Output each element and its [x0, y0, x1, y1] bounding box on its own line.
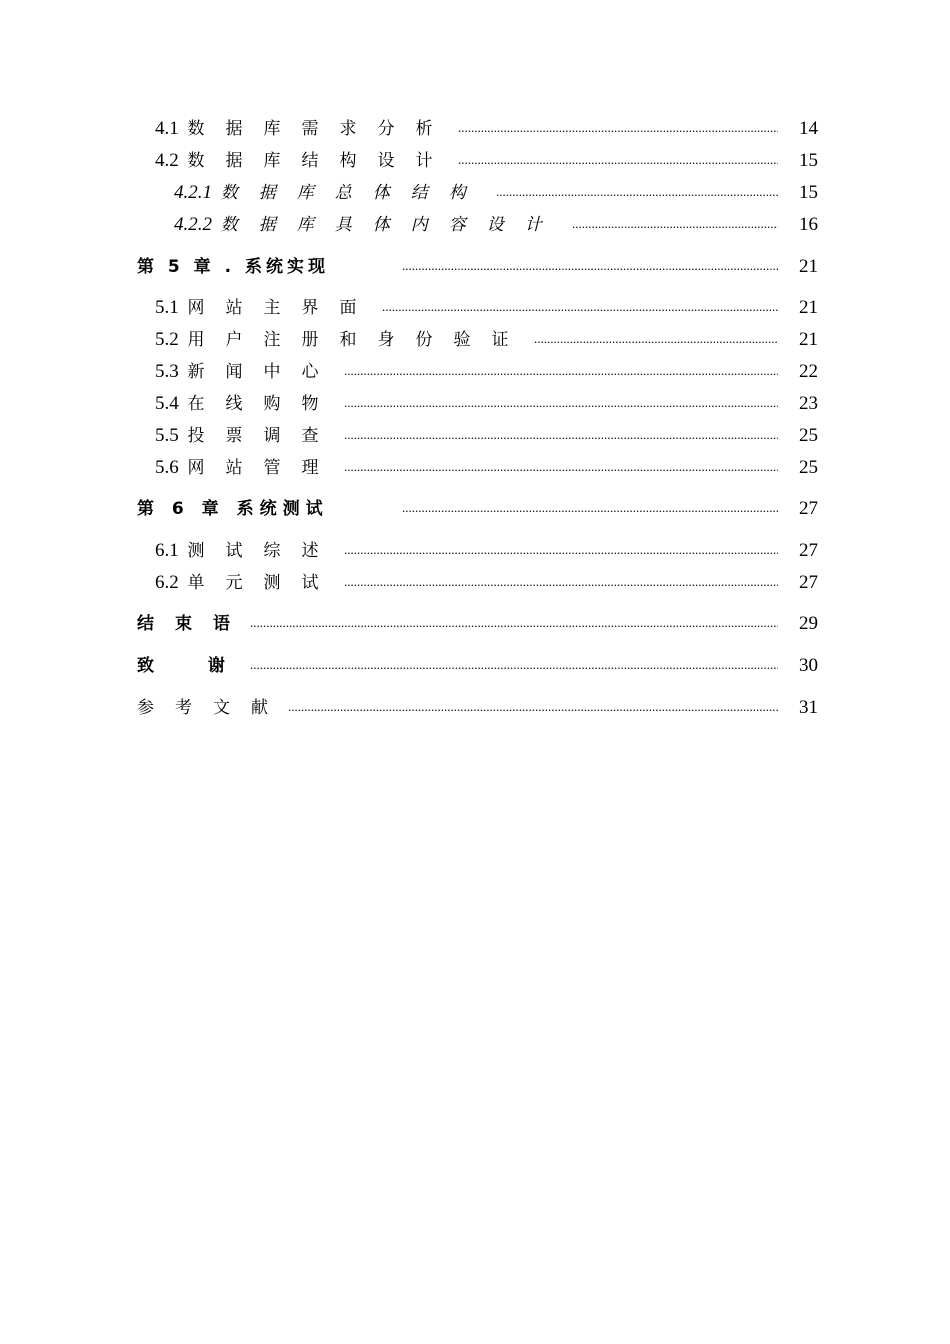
toc-dot-leader [402, 493, 778, 525]
toc-entry-number: 4.2.1 [174, 182, 212, 203]
toc-entry-page: 27 [799, 572, 818, 593]
toc-entry-number: 4.2 [155, 150, 179, 171]
toc-entry-number: 4.2.2 [174, 214, 212, 235]
toc-entry-page: 15 [799, 150, 818, 171]
toc-dot-leader [344, 388, 778, 420]
toc-entry-page: 31 [799, 697, 818, 718]
toc-chapter-title: 第 6 章 系统测试 [137, 499, 329, 519]
toc-entry-title: 网站管理 [187, 458, 340, 478]
toc-entry-number: 6.2 [155, 572, 179, 593]
toc-entry-6-2[interactable] [0, 567, 950, 599]
toc-entry-title: 数据库需求分析 [187, 119, 454, 139]
toc-chapter-title: 第 5 章 . 系统实现 [137, 257, 329, 277]
toc-dot-leader [402, 251, 778, 283]
toc-entry-title: 数据库结构设计 [187, 151, 454, 171]
toc-entry-title: 在线购物 [187, 394, 340, 414]
toc-entry-page: 15 [799, 182, 818, 203]
toc-chapter-6[interactable] [0, 493, 950, 525]
toc-entry-page: 16 [799, 214, 818, 235]
toc-entry-page: 30 [799, 655, 818, 676]
toc-entry-page: 29 [799, 613, 818, 634]
toc-dot-leader [250, 650, 778, 682]
toc-entry-4-2[interactable] [0, 145, 950, 177]
toc-entry-page: 14 [799, 118, 818, 139]
toc-entry-title: 用户注册和身份验证 [187, 330, 530, 350]
toc-dot-leader [382, 292, 778, 324]
toc-dot-leader [250, 608, 778, 640]
toc-entry-page: 25 [799, 457, 818, 478]
toc-entry-5-5[interactable] [0, 420, 950, 452]
toc-entry-title: 投票调查 [187, 426, 340, 446]
toc-conclusion[interactable] [0, 608, 950, 640]
toc-entry-page: 27 [799, 540, 818, 561]
toc-entry-5-2[interactable] [0, 324, 950, 356]
toc-entry-page: 25 [799, 425, 818, 446]
toc-dot-leader [572, 209, 778, 241]
toc-chapter-title: 参考文献 [137, 698, 289, 718]
toc-acknowledgements[interactable] [0, 650, 950, 682]
toc-dot-leader [496, 177, 778, 209]
toc-entry-page: 21 [799, 256, 818, 277]
toc-references[interactable] [0, 692, 950, 724]
toc-entry-5-4[interactable] [0, 388, 950, 420]
toc-chapter-title: 致 谢 [137, 656, 249, 676]
toc-entry-5-6[interactable] [0, 452, 950, 484]
toc-entry-5-1[interactable] [0, 292, 950, 324]
toc-entry-page: 21 [799, 329, 818, 350]
toc-dot-leader [534, 324, 778, 356]
toc-entry-page: 27 [799, 498, 818, 519]
toc-entry-4-2-2[interactable] [0, 209, 950, 241]
toc-entry-page: 21 [799, 297, 818, 318]
toc-entry-number: 5.5 [155, 425, 179, 446]
toc-dot-leader [458, 113, 778, 145]
toc-entry-4-1[interactable] [0, 113, 950, 145]
toc-entry-title: 单元测试 [187, 573, 340, 593]
toc-entry-number: 5.2 [155, 329, 179, 350]
toc-chapter-5[interactable] [0, 251, 950, 283]
toc-dot-leader [344, 535, 778, 567]
toc-entry-number: 6.1 [155, 540, 179, 561]
toc-entry-number: 5.6 [155, 457, 179, 478]
toc-entry-5-3[interactable] [0, 356, 950, 388]
toc-dot-leader [344, 420, 778, 452]
toc-dot-leader [344, 452, 778, 484]
toc-entry-title: 网站主界面 [187, 298, 378, 318]
toc-dot-leader [458, 145, 778, 177]
toc-entry-title: 新闻中心 [187, 362, 340, 382]
toc-entry-6-1[interactable] [0, 535, 950, 567]
toc-entry-number: 5.4 [155, 393, 179, 414]
toc-entry-4-2-1[interactable] [0, 177, 950, 209]
toc-entry-number: 5.3 [155, 361, 179, 382]
toc-dot-leader [344, 356, 778, 388]
toc-entry-number: 4.1 [155, 118, 179, 139]
toc-entry-title: 数据库具体内容设计 [220, 215, 563, 235]
toc-entry-page: 23 [799, 393, 818, 414]
toc-dot-leader [288, 692, 778, 724]
toc-dot-leader [344, 567, 778, 599]
toc-entry-title: 数据库总体结构 [220, 183, 487, 203]
toc-entry-number: 5.1 [155, 297, 179, 318]
toc-chapter-title: 结束语 [137, 614, 251, 634]
toc-entry-page: 22 [799, 361, 818, 382]
toc-entry-title: 测试综述 [187, 541, 340, 561]
